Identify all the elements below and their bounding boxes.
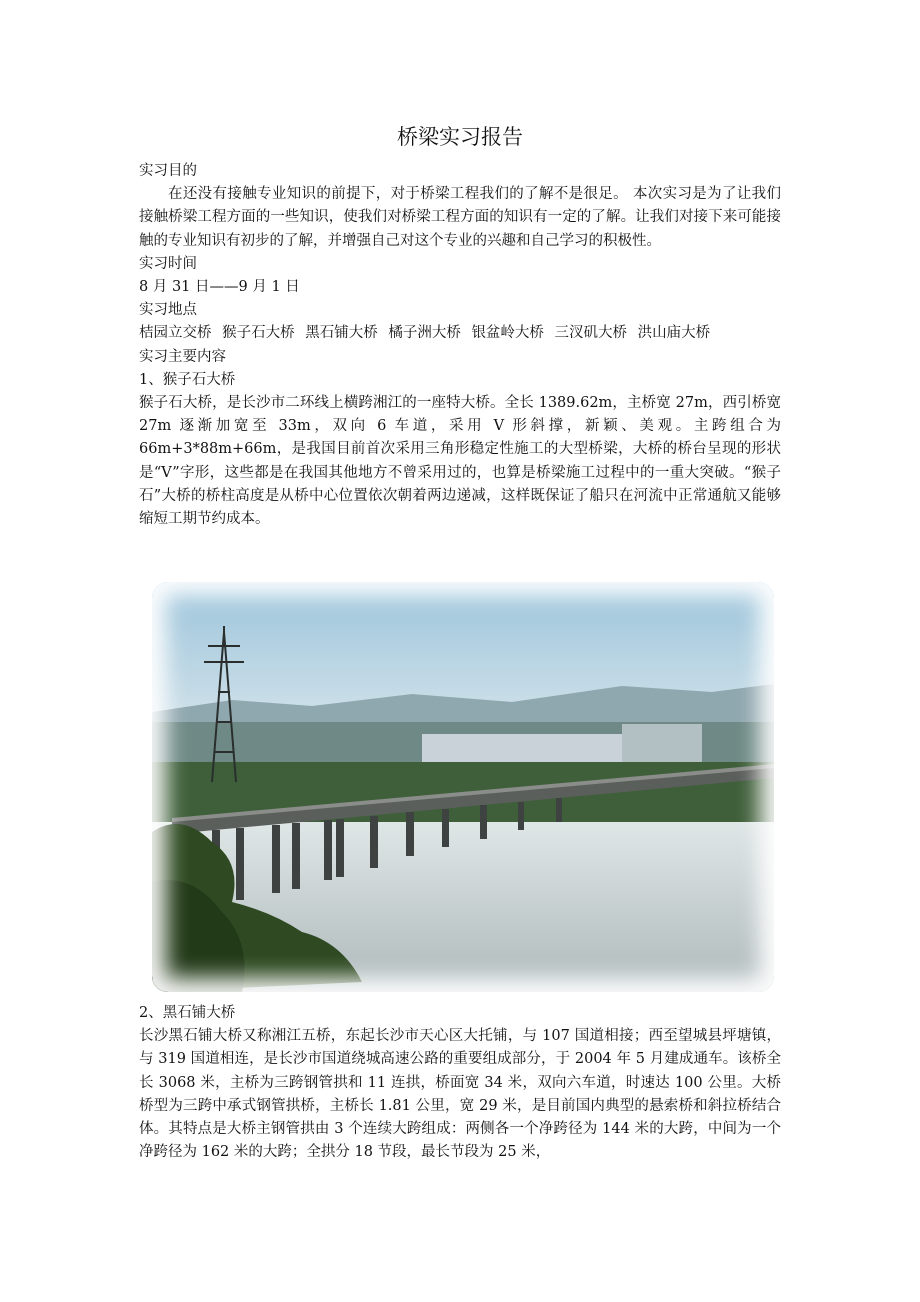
content-heading: 实习主要内容: [139, 348, 226, 365]
bridge2-paragraph: 长沙黑石铺大桥又称湘江五桥，东起长沙市天心区大托铺，与 107 国道相接；西至望城县坪塘镇，与 319 国道相连，是长沙市国道绕城高速公路的重要组成部分，于 2004 年 5 月建成通车。该桥全长 3068 米，主桥为三跨钢管拱和 11 连拱，桥面宽 34 米，双向六车道，时速达 100 公里。大桥桥型为三跨中承式钢管拱桥，主桥长 1.81 公里，宽 29 米，是目前国内典型的悬索桥和斜拉桥结合体。其特点是大桥主钢管拱由 3 个连续大跨组成：两侧各一个净跨径为 144 米的大跨，中间为一个净跨径为 162 米的大跨；全拱分 18 节段，最长节段为 25 米，: [139, 1028, 781, 1161]
place-list: [139, 322, 781, 345]
purpose-paragraph: 在还没有接触专业知识的前提下，对于桥梁工程我们的了解不是很足。 本次实习是为了让我们接触桥梁工程方面的一些知识，使我们对桥梁工程方面的知识有一定的了解。让我们对接下来可能接触的专业知识有初步的了解，并增强自己对这个专业的兴趣和自己学习的积极性。: [139, 186, 781, 249]
place-heading: 实习地点: [139, 302, 197, 319]
bridge2-heading: 2、黑石铺大桥: [139, 1005, 236, 1021]
bridge-photo-icon: [152, 582, 774, 992]
purpose-section: [139, 160, 781, 531]
place-item: 三汊矶大桥: [554, 325, 628, 342]
bridge-photo: [152, 582, 774, 992]
purpose-heading: 实习目的: [139, 163, 197, 179]
time-value: 8 月 31 日——9 月 1 日: [139, 279, 300, 296]
bridge1-heading: 1、猴子石大桥: [139, 371, 236, 388]
bridge1-paragraph: 猴子石大桥，是长沙市二环线上横跨湘江的一座特大桥。全长 1389.62m，主桥宽 27m，西引桥宽 27m 逐渐加宽至 33m，双向 6 车道，采用 V 形斜撑，新颖、美观。主跨组合为 66m+3*88m+66m，是我国目前首次采用三角形稳定性施工的大型桥梁，大桥的桥台呈现的形状是“V”字形，这些都是在我国其他地方不曾采用过的，也算是桥梁施工过程中的一重大突破。“猴子石”大桥的桥柱高度是从桥中心位置依次朝着两边递减，这样既保证了船只在河流中正常通航又能够缩短工期节约成本。: [139, 395, 781, 528]
place-item: 橘子洲大桥: [388, 325, 461, 342]
place-item: 银盆岭大桥: [471, 325, 544, 342]
place-item: 桔园立交桥: [139, 325, 212, 342]
page-title: 桥梁实习报告: [397, 125, 523, 149]
place-item: 洪山庙大桥: [637, 325, 711, 342]
time-heading: 实习时间: [139, 255, 197, 272]
place-item: 黑石铺大桥: [305, 325, 378, 342]
bridge2-section: [139, 1002, 781, 1164]
place-item: 猴子石大桥: [222, 325, 295, 342]
